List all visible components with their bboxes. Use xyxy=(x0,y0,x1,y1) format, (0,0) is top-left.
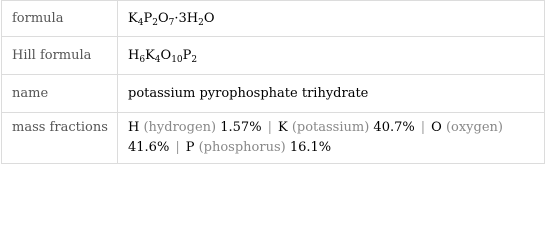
mass-percent: 1.57% xyxy=(220,120,262,135)
formula-part: K xyxy=(145,47,155,63)
formula-part: P xyxy=(143,10,153,26)
separator: | xyxy=(175,140,180,155)
mass-fraction-item xyxy=(186,140,331,155)
formula-part: P xyxy=(182,47,192,63)
name-value: potassium pyrophosphate trihydrate xyxy=(118,75,545,113)
formula-subscript: 4 xyxy=(154,54,161,65)
mass-percent: 16.1% xyxy=(289,140,332,155)
element-symbol: P xyxy=(185,140,195,155)
table-row-hill-formula xyxy=(2,37,545,75)
formula-subscript: 10 xyxy=(171,54,183,65)
formula-subscript: 7 xyxy=(168,17,175,28)
formula-subscript: 2 xyxy=(191,54,198,65)
hill-formula-value xyxy=(118,37,545,75)
element-symbol: O xyxy=(431,120,442,135)
element-name: (oxygen) xyxy=(445,120,503,135)
formula-subscript: 6 xyxy=(139,54,146,65)
mass-percent: 40.7% xyxy=(373,120,415,135)
separator: | xyxy=(420,120,426,135)
mass-fraction-item xyxy=(278,120,415,135)
formula-part: H xyxy=(128,47,140,63)
element-name: (hydrogen) xyxy=(143,120,217,135)
formula-part: ·3H xyxy=(174,10,199,26)
element-symbol: K xyxy=(277,120,288,135)
formula-part: O xyxy=(203,10,215,26)
mass-fraction-item xyxy=(128,120,262,135)
element-symbol: H xyxy=(128,120,140,135)
hill-formula-label: Hill formula xyxy=(2,37,118,75)
element-name: (potassium) xyxy=(291,120,370,135)
formula-subscript: 4 xyxy=(137,17,144,28)
table-row-name xyxy=(2,75,545,113)
formula-subscript: 2 xyxy=(152,17,158,28)
mass-fractions-label: mass fractions xyxy=(2,113,118,164)
formula-value xyxy=(118,1,545,37)
formula-part: O xyxy=(157,10,169,26)
formula-part: O xyxy=(160,47,172,63)
properties-table xyxy=(1,0,545,164)
mass-percent: 41.6% xyxy=(128,140,170,155)
formula-subscript: 2 xyxy=(198,17,204,28)
mass-fractions-value xyxy=(118,113,545,164)
separator: | xyxy=(267,120,272,135)
formula-part: K xyxy=(128,10,138,26)
name-label: name xyxy=(2,75,118,113)
table-row-mass-fractions xyxy=(2,113,545,164)
formula-label: formula xyxy=(2,1,118,37)
element-name: (phosphorus) xyxy=(198,140,286,155)
table-row-formula xyxy=(2,1,545,37)
